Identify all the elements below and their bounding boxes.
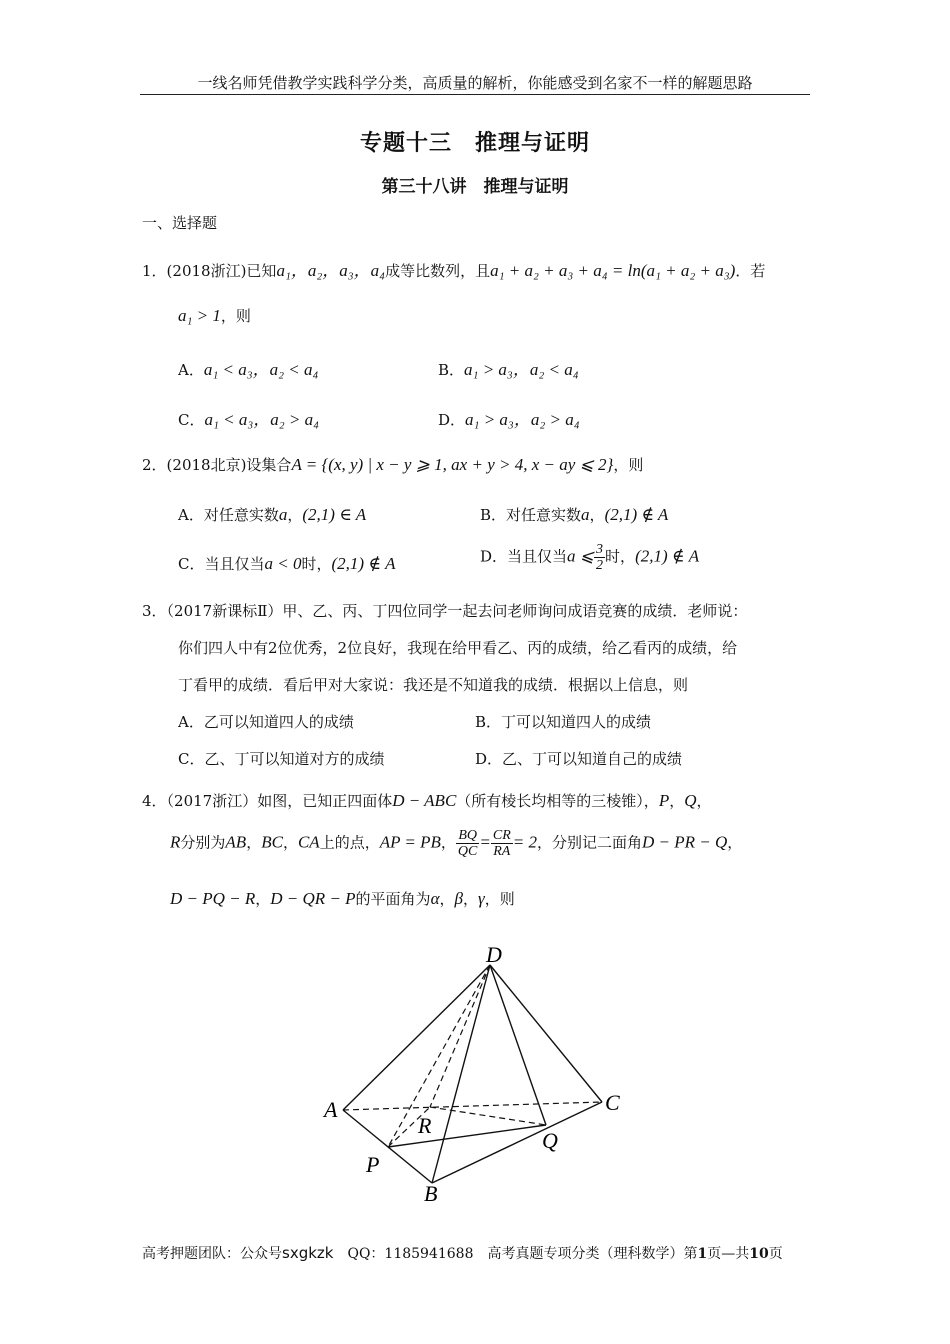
q3-option-a: A．乙可以知道四人的成绩	[178, 713, 354, 731]
q4-line-2: R分别为AB，BC，CA上的点，AP = PB， $\frac{BQ}{QC}$ = $\frac{CR}{RA}$ = 2，分别记二面角D − PR − Q，	[170, 828, 743, 859]
q1-option-b: B．a₁ > a₃，a₂ < a₄	[438, 360, 579, 379]
fraction-three-halves: $\frac{3}{2}$	[596, 542, 604, 573]
fraction-bq-qc: $\frac{BQ}{QC}$	[457, 828, 478, 859]
q1-option-c: C．a₁ < a₃，a₂ > a₄	[178, 410, 320, 429]
q3-line-2: 你们四人中有2位优秀，2位良好，我现在给甲看乙、丙的成绩，给乙看丙的成绩，给	[178, 639, 738, 657]
q2-option-d: D．当且仅当a ⩽ $\frac{3}{2}$ 时，(2,1) ∉ A	[480, 542, 700, 573]
label-r: R	[418, 1113, 432, 1138]
edge-ac-hidden	[343, 1102, 602, 1110]
page-title: 专题十三 推理与证明	[359, 130, 590, 156]
q1-condition: a₁ > 1，则	[178, 306, 251, 325]
edge-rq-hidden	[430, 1107, 546, 1125]
q1-option-d: D．a₁ > a₃，a₂ > a₄	[438, 410, 580, 429]
edge-dc	[490, 965, 602, 1102]
edge-bc	[432, 1102, 602, 1183]
q3-line-3: 丁看甲的成绩．看后甲对大家说：我还是不知道我的成绩．根据以上信息，则	[178, 676, 689, 694]
edge-da	[343, 965, 490, 1110]
label-p: P	[366, 1152, 380, 1177]
q4-line-3: D − PQ − R，D − QR − P的平面角为α，β，γ，则	[170, 889, 515, 908]
section-heading: 一、选择题	[142, 214, 218, 232]
label-q: Q	[542, 1128, 558, 1153]
label-b: B	[424, 1181, 438, 1206]
edge-dr-hidden	[430, 965, 490, 1107]
fraction-cr-ra: $\frac{CR}{RA}$	[492, 828, 511, 859]
page-subtitle: 第三十八讲 推理与证明	[381, 177, 569, 197]
q2-stem: 2．(2018北京)设集合A = {(x, y) | x − y ⩾ 1, ax + y > 4, x − ay ⩽ 2}，则	[142, 455, 644, 474]
header-rule	[140, 94, 810, 95]
tetrahedron-figure	[300, 935, 660, 1215]
q3-option-c: C．乙、丁可以知道对方的成绩	[178, 750, 385, 768]
label-d: D	[486, 942, 502, 967]
edge-dp-hidden	[388, 965, 490, 1147]
header-tagline: 一线名师凭借教学实践科学分类，高质量的解析，你能感受到名家不一样的解题思路	[197, 74, 753, 92]
edge-pq	[388, 1125, 546, 1147]
page-footer: 高考押题团队：公众号sxgkzk QQ：1185941688 高考真题专项分类（理科数学）第1页—共10页	[142, 1244, 783, 1262]
q1-stem: 1．(2018浙江)已知a₁，a₂，a₃，a₄成等比数列，且a₁ + a₂ + a₃ + a₄ = ln(a₁ + a₂ + a₃)．若	[142, 261, 766, 280]
q2-option-c: C．当且仅当a < 0时，(2,1) ∉ A	[178, 554, 396, 573]
q3-line-1: 3．（2017新课标Ⅱ）甲、乙、丙、丁四位同学一起去问老师询问成语竞赛的成绩．老师说：	[142, 602, 748, 620]
q2-option-b: B．对任意实数a，(2,1) ∉ A	[480, 505, 669, 524]
q2-option-a: A．对任意实数a，(2,1) ∈ A	[178, 505, 367, 524]
q1-option-a: A．a₁ < a₃，a₂ < a₄	[178, 360, 319, 379]
label-a: A	[324, 1097, 338, 1122]
edge-dq	[490, 965, 546, 1125]
edge-db	[432, 965, 490, 1183]
q4-line-1: 4．（2017浙江）如图，已知正四面体D − ABC（所有棱长均相等的三棱锥），P，Q，	[142, 791, 712, 810]
q3-option-d: D．乙、丁可以知道自己的成绩	[475, 750, 683, 768]
label-c: C	[605, 1090, 620, 1115]
q3-option-b: B．丁可以知道四人的成绩	[475, 713, 652, 731]
